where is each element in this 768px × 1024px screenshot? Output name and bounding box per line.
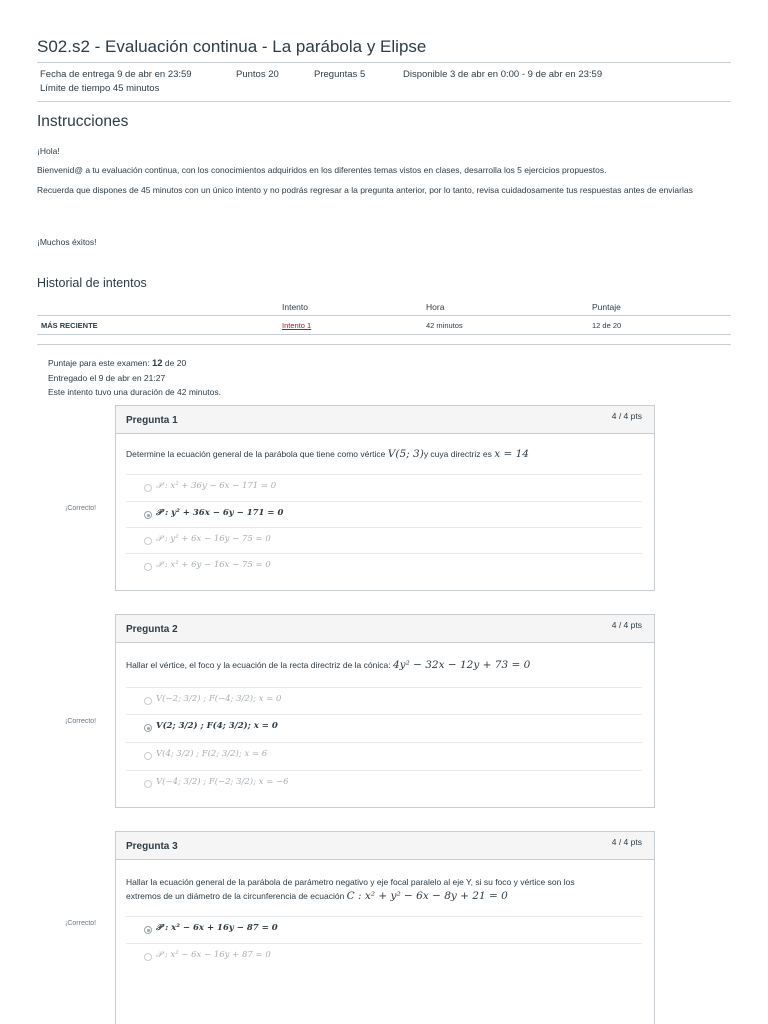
question-text	[126, 875, 646, 903]
question-text-part: Hallar la ecuación general de la parábola de parámetro negativo y eje focal paralelo al eje Y, si su foco y vértice son los	[126, 877, 575, 887]
question-header	[116, 832, 654, 860]
question-math: 4y² − 32x − 12y + 73 = 0	[392, 659, 531, 671]
score-value: 12	[151, 358, 163, 369]
question-text-part: Hallar el vértice, el foco y la ecuación de la recta directriz de la cónica:	[126, 660, 391, 670]
correct-label: ¡Correcto!	[65, 920, 97, 927]
answer-text: 𝒫 : x² − 6x − 16y + 87 = 0	[156, 950, 271, 960]
question-text-part: y cuya directriz es	[423, 449, 492, 459]
question-title: Pregunta 1	[126, 415, 178, 426]
question-math: C : x² + y² − 6x − 8y + 21 = 0	[346, 890, 508, 902]
answer-option	[126, 943, 642, 969]
answer-option	[126, 770, 642, 796]
answer-option	[126, 474, 642, 500]
history-row-label: MÁS RECIENTE	[41, 321, 98, 330]
history-heading: Historial de intentos	[37, 276, 147, 290]
attempt-summary	[48, 356, 221, 399]
question-text	[126, 658, 646, 672]
history-table	[37, 297, 731, 335]
radio-button[interactable]	[144, 752, 152, 760]
radio-button-selected[interactable]	[144, 926, 152, 934]
history-table-header	[37, 297, 731, 316]
col-time: Hora	[426, 302, 445, 312]
answer-option	[126, 527, 642, 553]
question-points: 4 / 4 pts	[611, 620, 642, 630]
answer-text: 𝒫 : x² + 36y − 6x − 171 = 0	[156, 481, 277, 491]
radio-button-selected[interactable]	[144, 724, 152, 732]
submitted-line: Entregado el 9 de abr en 21:27	[48, 373, 166, 383]
radio-button[interactable]	[144, 537, 152, 545]
answer-text: 𝒫 : y² + 6x − 16y − 75 = 0	[156, 534, 271, 544]
instructions-closing: ¡Muchos éxitos!	[37, 237, 97, 247]
col-attempt: Intento	[282, 302, 308, 312]
history-row	[37, 316, 731, 335]
radio-button-selected[interactable]	[144, 511, 152, 519]
col-score: Puntaje	[592, 302, 621, 312]
answer-text: V(−2; 3/2) ; F(−4; 3/2); x = 0	[156, 694, 282, 704]
score-suffix: de 20	[164, 358, 187, 368]
duration-line: Este intento tuvo una duración de 42 minutos.	[48, 387, 221, 397]
answer-text: 𝒫 : y² + 36x − 6y − 171 = 0	[156, 508, 284, 518]
answer-option	[126, 742, 642, 768]
answer-text: V(2; 3/2) ; F(4; 3/2); x = 0	[156, 721, 278, 731]
page-title: S02.s2 - Evaluación continua - La parábola y Elipse	[37, 37, 427, 56]
score-line	[48, 356, 221, 371]
attempt-link[interactable]: Intento 1	[282, 321, 312, 330]
instructions-paragraph-2: Recuerda que dispones de 45 minutos con un único intento y no podrás regresar a la pregunta anterior, por lo tanto, revisa cuidadosamente tus respuestas antes de enviarlas	[37, 185, 693, 195]
points: Puntos 20	[236, 69, 279, 80]
question-1	[115, 405, 655, 591]
question-points: 4 / 4 pts	[611, 411, 642, 421]
question-text	[126, 447, 646, 461]
question-title: Pregunta 2	[126, 624, 178, 635]
divider	[37, 344, 731, 345]
instructions-greeting: ¡Hola!	[37, 146, 60, 156]
radio-button[interactable]	[144, 953, 152, 961]
question-title: Pregunta 3	[126, 841, 178, 852]
answer-option-selected	[126, 714, 642, 740]
radio-button[interactable]	[144, 780, 152, 788]
answer-text: V(−4; 3/2) ; F(−2; 3/2); x = −6	[156, 777, 289, 787]
answer-option-selected	[126, 501, 642, 527]
instructions-paragraph-1: Bienvenid@ a tu evaluación continua, con los conocimientos adquiridos en los diferentes temas vistos en clases, desarrolla los 5 ejercicios propuestos.	[37, 165, 607, 175]
answer-text: V(4; 3/2) ; F(2; 3/2); x = 6	[156, 749, 268, 759]
question-math: V(5; 3)	[387, 448, 424, 460]
question-2	[115, 614, 655, 808]
radio-button[interactable]	[144, 697, 152, 705]
question-header	[116, 615, 654, 643]
availability: Disponible 3 de abr en 0:00 - 9 de abr en 23:59	[403, 69, 603, 80]
question-points: 4 / 4 pts	[611, 837, 642, 847]
history-row-score: 12 de 20	[592, 321, 622, 330]
radio-button[interactable]	[144, 563, 152, 571]
answer-text: 𝒫 : x² − 6x + 16y − 87 = 0	[156, 923, 278, 933]
question-count: Preguntas 5	[314, 69, 366, 80]
quiz-meta	[37, 62, 731, 102]
correct-label: ¡Correcto!	[65, 505, 97, 512]
history-row-time: 42 minutos	[426, 321, 463, 330]
due-date: Fecha de entrega 9 de abr en 23:59	[40, 69, 192, 80]
question-3	[115, 831, 655, 1024]
answer-text: 𝒫 : x² + 6y − 16x − 75 = 0	[156, 560, 271, 570]
correct-label: ¡Correcto!	[65, 718, 97, 725]
question-header	[116, 406, 654, 434]
question-text-part: Determine la ecuación general de la parábola que tiene como vértice	[126, 449, 386, 459]
radio-button[interactable]	[144, 484, 152, 492]
question-text-part: extremos de un diámetro de la circunferencia de ecuación	[126, 891, 345, 901]
answer-option	[126, 687, 642, 713]
answer-option	[126, 553, 642, 579]
instructions-heading: Instrucciones	[37, 113, 129, 130]
answer-option-selected	[126, 916, 642, 942]
score-label: Puntaje para este examen:	[48, 358, 150, 368]
question-text-line-2	[126, 889, 646, 903]
question-math: x = 14	[494, 448, 529, 460]
time-limit: Límite de tiempo 45 minutos	[40, 83, 160, 94]
